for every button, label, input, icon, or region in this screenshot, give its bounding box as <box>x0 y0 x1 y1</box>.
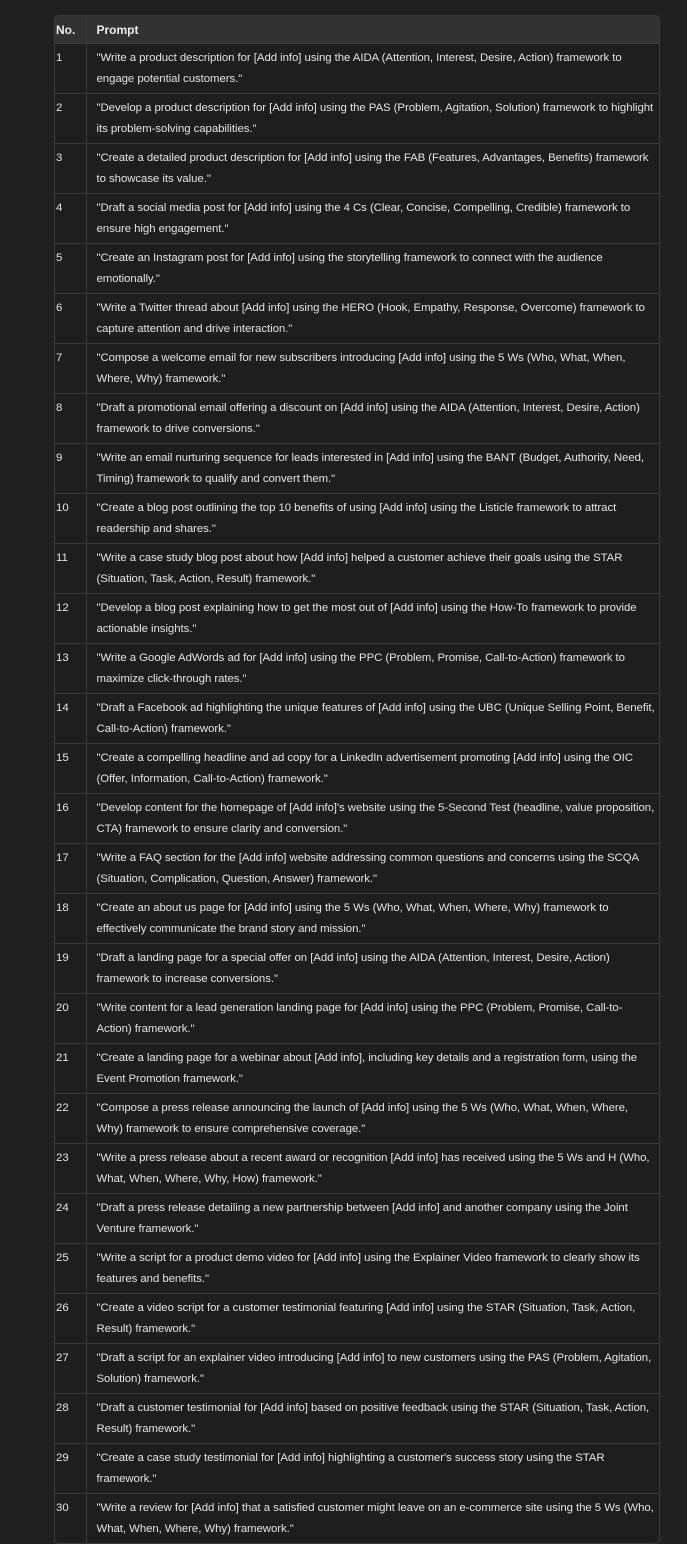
prompt-text: "Create a blog post outlining the top 10 benefits of using [Add info] using the Listicle framework to attract readership and shares." <box>86 494 659 544</box>
prompt-text: "Create an Instagram post for [Add info] using the storytelling framework to connect with the audience emotionally." <box>86 244 659 294</box>
row-number: 6 <box>55 294 86 344</box>
prompt-text: "Write a press release about a recent award or recognition [Add info] has received using the 5 Ws and H (Who, What, When, Where, Why, How) framework." <box>86 1144 659 1194</box>
row-number: 11 <box>55 544 86 594</box>
table-row <box>55 1194 659 1244</box>
row-number: 25 <box>55 1244 86 1294</box>
row-number: 13 <box>55 644 86 694</box>
row-number: 18 <box>55 894 86 944</box>
prompt-text: "Create a compelling headline and ad copy for a LinkedIn advertisement promoting [Add info] using the OIC (Offer, Information, Call-to-Action) framework." <box>86 744 659 794</box>
prompts-table-container <box>54 15 660 1544</box>
prompt-text: "Create a case study testimonial for [Add info] highlighting a customer's success story using the STAR framework." <box>86 1444 659 1494</box>
prompt-text: "Write a script for a product demo video for [Add info] using the Explainer Video framework to clearly show its features and benefits." <box>86 1244 659 1294</box>
table-row <box>55 1144 659 1194</box>
prompt-text: "Write a Twitter thread about [Add info] using the HERO (Hook, Empathy, Response, Overcome) framework to capture attention and drive interaction." <box>86 294 659 344</box>
row-number: 15 <box>55 744 86 794</box>
table-row <box>55 394 659 444</box>
prompt-text: "Write a Google AdWords ad for [Add info] using the PPC (Problem, Promise, Call-to-Action) framework to maximize click-through rates." <box>86 644 659 694</box>
table-row <box>55 544 659 594</box>
table-row <box>55 944 659 994</box>
row-number: 1 <box>55 44 86 94</box>
row-number: 8 <box>55 394 86 444</box>
prompt-text: "Create a detailed product description for [Add info] using the FAB (Features, Advantages, Benefits) framework to showcase its value." <box>86 144 659 194</box>
prompt-text: "Create an about us page for [Add info] using the 5 Ws (Who, What, When, Where, Why) framework to effectively communicate the brand story and mission." <box>86 894 659 944</box>
table-row <box>55 794 659 844</box>
table-row <box>55 1294 659 1344</box>
table-row <box>55 1244 659 1294</box>
table-row <box>55 744 659 794</box>
table-row <box>55 1444 659 1494</box>
header-no: No. <box>55 16 86 44</box>
prompts-table <box>55 16 659 1543</box>
prompt-text: "Write a product description for [Add info] using the AIDA (Attention, Interest, Desire, Action) framework to engage potential customers." <box>86 44 659 94</box>
table-row <box>55 1094 659 1144</box>
row-number: 5 <box>55 244 86 294</box>
table-row <box>55 194 659 244</box>
table-row <box>55 844 659 894</box>
prompt-text: "Create a landing page for a webinar about [Add info], including key details and a registration form, using the Event Promotion framework." <box>86 1044 659 1094</box>
table-row <box>55 444 659 494</box>
row-number: 20 <box>55 994 86 1044</box>
table-row <box>55 594 659 644</box>
table-header-row <box>55 16 659 44</box>
prompt-text: "Draft a script for an explainer video introducing [Add info] to new customers using the PAS (Problem, Agitation, Solution) framework." <box>86 1344 659 1394</box>
row-number: 22 <box>55 1094 86 1144</box>
row-number: 2 <box>55 94 86 144</box>
header-prompt: Prompt <box>96 22 139 37</box>
row-number: 28 <box>55 1394 86 1444</box>
prompt-text: "Draft a Facebook ad highlighting the unique features of [Add info] using the UBC (Unique Selling Point, Benefit, Call-to-Action) framework." <box>86 694 659 744</box>
table-row <box>55 894 659 944</box>
row-number: 12 <box>55 594 86 644</box>
table-row <box>55 344 659 394</box>
row-number: 7 <box>55 344 86 394</box>
prompt-text: "Compose a welcome email for new subscribers introducing [Add info] using the 5 Ws (Who, What, When, Where, Why) framework." <box>86 344 659 394</box>
row-number: 30 <box>55 1494 86 1544</box>
table-row <box>55 1394 659 1444</box>
table-row <box>55 694 659 744</box>
prompt-text: "Write a review for [Add info] that a satisfied customer might leave on an e-commerce site using the 5 Ws (Who, What, When, Where, Why) framework." <box>86 1494 659 1544</box>
table-body <box>55 44 659 1544</box>
table-row <box>55 494 659 544</box>
prompt-text: "Write a case study blog post about how [Add info] helped a customer achieve their goals using the STAR (Situation, Task, Action, Result) framework." <box>86 544 659 594</box>
table-row <box>55 994 659 1044</box>
prompt-text: "Draft a press release detailing a new partnership between [Add info] and another company using the Joint Venture framework." <box>86 1194 659 1244</box>
row-number: 4 <box>55 194 86 244</box>
table-row <box>55 644 659 694</box>
row-number: 10 <box>55 494 86 544</box>
prompt-text: "Develop content for the homepage of [Add info]'s website using the 5-Second Test (headline, value proposition, CTA) framework to ensure clarity and conversion." <box>86 794 659 844</box>
prompt-text: "Create a video script for a customer testimonial featuring [Add info] using the STAR (Situation, Task, Action, Result) framework." <box>86 1294 659 1344</box>
row-number: 17 <box>55 844 86 894</box>
prompt-text: "Write content for a lead generation landing page for [Add info] using the PPC (Problem, Promise, Call-to-Action) framework." <box>86 994 659 1044</box>
table-row <box>55 44 659 94</box>
row-number: 9 <box>55 444 86 494</box>
prompt-text: "Draft a social media post for [Add info] using the 4 Cs (Clear, Concise, Compelling, Credible) framework to ensure high engagement." <box>86 194 659 244</box>
row-number: 29 <box>55 1444 86 1494</box>
table-row <box>55 1344 659 1394</box>
table-row <box>55 94 659 144</box>
row-number: 3 <box>55 144 86 194</box>
table-row <box>55 144 659 194</box>
prompt-text: "Draft a customer testimonial for [Add info] based on positive feedback using the STAR (Situation, Task, Action, Result) framework." <box>86 1394 659 1444</box>
row-number: 26 <box>55 1294 86 1344</box>
table-row <box>55 294 659 344</box>
prompt-text: "Draft a landing page for a special offer on [Add info] using the AIDA (Attention, Interest, Desire, Action) framework to increase conversions." <box>86 944 659 994</box>
prompt-text: "Draft a promotional email offering a discount on [Add info] using the AIDA (Attention, Interest, Desire, Action) framework to drive conversions." <box>86 394 659 444</box>
row-number: 21 <box>55 1044 86 1094</box>
row-number: 19 <box>55 944 86 994</box>
prompt-text: "Write a FAQ section for the [Add info] website addressing common questions and concerns using the SCQA (Situation, Complication, Question, Answer) framework." <box>86 844 659 894</box>
row-number: 27 <box>55 1344 86 1394</box>
prompt-text: "Develop a blog post explaining how to get the most out of [Add info] using the How-To framework to provide actionable insights." <box>86 594 659 644</box>
prompt-text: "Develop a product description for [Add info] using the PAS (Problem, Agitation, Solution) framework to highlight its problem-solving capabilities." <box>86 94 659 144</box>
table-row <box>55 1044 659 1094</box>
prompt-text: "Compose a press release announcing the launch of [Add info] using the 5 Ws (Who, What, When, Where, Why) framework to ensure comprehensive coverage." <box>86 1094 659 1144</box>
prompt-text: "Write an email nurturing sequence for leads interested in [Add info] using the BANT (Budget, Authority, Need, Timing) framework to qualify and convert them." <box>86 444 659 494</box>
table-row <box>55 244 659 294</box>
row-number: 14 <box>55 694 86 744</box>
row-number: 24 <box>55 1194 86 1244</box>
row-number: 16 <box>55 794 86 844</box>
row-number: 23 <box>55 1144 86 1194</box>
